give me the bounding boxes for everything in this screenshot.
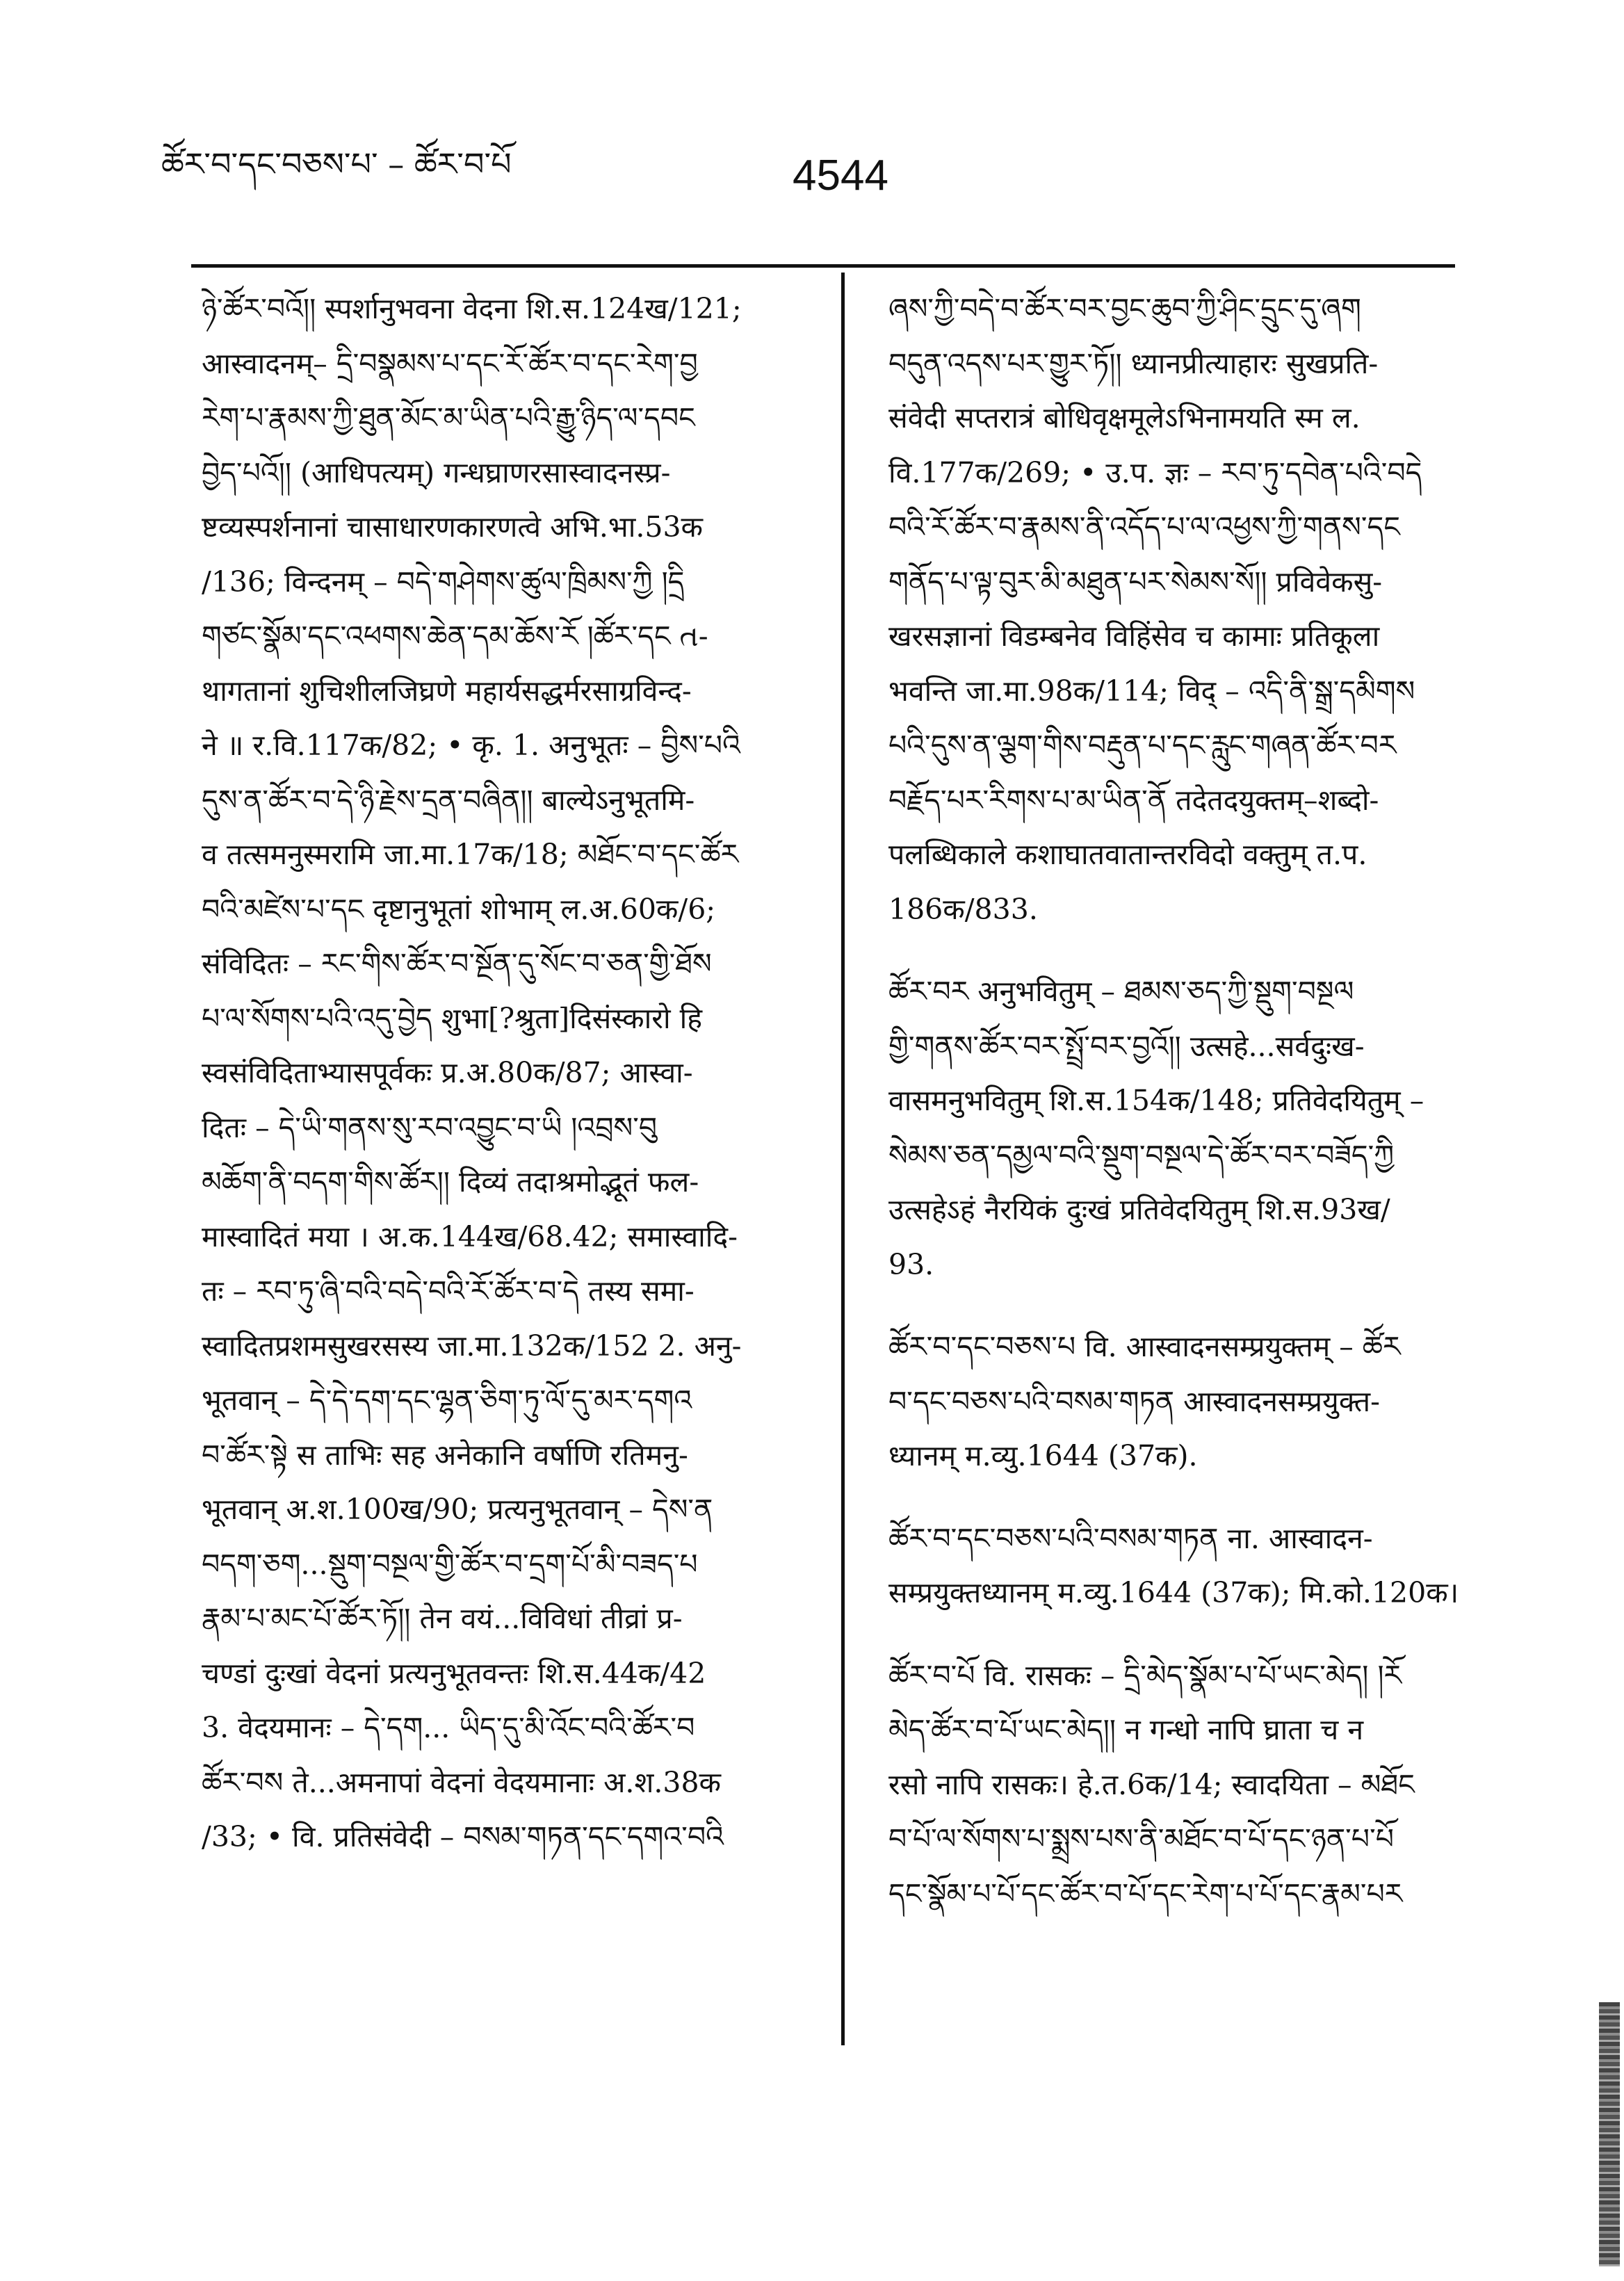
text-line: 186क/833. xyxy=(888,892,1038,926)
running-header: ཚོར་བ་དང་བཅས་པ་ – ཚོར་བ་པོ xyxy=(161,145,512,183)
text-line: བྱེད་པའོ།། (आधिपत्यम्) गन्धघ्राणरसास्वादनस्प्र- xyxy=(202,455,671,489)
entry-tsor-bar xyxy=(888,964,1472,1292)
text-line: व तत्समनुस्मरामि जा.मा.17क/18; མཐོང་བ་དང་ཚོར xyxy=(202,838,739,871)
column-divider xyxy=(841,273,845,2045)
text-line: स्वसंविदिताभ्यासपूर्वकः प्र.अ.80क/87; आस्वा- xyxy=(202,1056,693,1089)
text-line: आस्वादनम्– དྲི་བསྣམས་པ་དང་རོ་ཚོར་བ་དང་རེག་བྱ xyxy=(202,346,698,380)
text-line: उत्सहेऽहं नैरयिकं दुःखं प्रतिवेदयितुम् शि.स.93ख/ xyxy=(888,1193,1390,1226)
text-line: दितः – དེ་ཡི་གནས་སུ་རབ་འབྱུང་བ་ཡི །འབྲས་བུ xyxy=(202,1110,658,1144)
entry-tsor-ba-dang-bcas-pa xyxy=(888,1320,1472,1484)
text-line: ष्टव्यस्पर्शनानां चासाधारणकारणत्वे अभि.भा.53क xyxy=(202,510,704,544)
text-line: བརྗོད་པར་རིགས་པ་མ་ཡིན་ནོ तदेतदयुक्तम्–शब्दो- xyxy=(888,783,1379,817)
text-line: ཞས་ཀྱི་བདེ་བ་ཚོར་བར་བྱང་ཆུབ་ཀྱི་ཤིང་དྲུང་དུ་ཞག xyxy=(888,292,1361,325)
text-line: རེག་པ་རྣམས་ཀྱི་ཐུན་མོང་མ་ཡིན་པའི་རྒྱུ་ཉིད་ལ་དབང xyxy=(202,401,695,435)
header-rule xyxy=(191,264,1455,268)
text-line: གྱི་གནས་ཚོར་བར་སྤྲོ་བར་བྱའོ།། उत्सहे...सर्वदुःख- xyxy=(888,1029,1365,1063)
scan-edge-artifact xyxy=(1599,2002,1620,2266)
page-number: 4544 xyxy=(793,152,888,200)
entry-gap xyxy=(888,936,1472,964)
text-line: वि.177क/269; • उ.प. ज्ञः – རབ་ཏུ་དབེན་པའི་བདེ xyxy=(888,455,1422,489)
entry-gap xyxy=(888,1621,1472,1648)
text-line: खरसज्ञानां विडम्बनेव विहिंसेव च कामाः प्रतिकूला xyxy=(888,619,1380,653)
text-line: /33; • वि. प्रतिसंवेदी – བསམ་གཏན་དང་དགའ་བའི xyxy=(202,1820,724,1853)
text-line: संवेदी सप्तरात्रं बोधिवृक्षमूलेऽभिनामयति स्म ल. xyxy=(888,401,1361,435)
text-line: रसो नापि रासकः। हे.त.6क/14; स्वादयिता – མཐོང xyxy=(888,1767,1415,1801)
text-line: དུས་ན་ཚོར་བ་དེ་ཉི་རྗེས་དྲན་བཞིན།། बाल्येऽनुभूतमि- xyxy=(202,783,695,817)
text-line: थागतानां शुचिशीलजिघ्रणे महार्यसद्धर्मरसाग्रविन्द- xyxy=(202,674,692,708)
text-line: བདུན་འདས་པར་གྱུར་ཏོ།། ध्यानप्रीत्याहारः सुखप्रति- xyxy=(888,346,1379,380)
text-line: /136; विन्दनम् – བདེ་གཤེགས་ཚུལ་ཁྲིམས་ཀྱི །དྲི xyxy=(202,565,685,599)
text-line: ཉེ་ཚོར་བའོ།། स्पर्शानुभवना वेदना शि.स.124ख/121; xyxy=(202,292,742,325)
text-line: ཚོར་བ་དང་བཅས་པ वि. आस्वादनसम्प्रयुक्तम् – ཚོར xyxy=(888,1330,1401,1363)
text-line: བ་དང་བཅས་པའི་བསམ་གཏན आस्वादनसम्प्रयुक्त- xyxy=(888,1384,1381,1418)
text-line: मास्वादितं मया । अ.क.144ख/68.42; समास्वादि- xyxy=(202,1219,738,1253)
text-line: དང་སྣོམ་པ་པོ་དང་ཚོར་བ་པོ་དང་རེག་པ་པོ་དང་རྣམ་པར xyxy=(888,1876,1403,1910)
entry-gap xyxy=(888,1484,1472,1511)
text-line: ध्यानम् म.व्यु.1644 (37क). xyxy=(888,1439,1198,1472)
text-line: ཚོར་བ་དང་བཅས་པའི་བསམ་གཏན ना. आस्वादन- xyxy=(888,1521,1373,1555)
text-line: མེད་ཚོར་བ་པོ་ཡང་མེད།། न गन्धो नापि घ्राता च न xyxy=(888,1713,1364,1746)
text-line: བདག་ཅག...སྡུག་བསྔལ་གྱི་ཚོར་བ་དྲག་པོ་མི་བཟད་པ xyxy=(202,1547,698,1581)
entry-tsor-ba-po xyxy=(888,1648,1472,1922)
text-line: བ་པོ་ལ་སོགས་པ་སྨྲས་པས་ནི་མཐོང་བ་པོ་དང་ཉན་པ་པོ xyxy=(888,1822,1394,1856)
text-line: 93. xyxy=(888,1247,934,1281)
text-line: भवन्ति जा.मा.98क/114; विद् – འདི་ནི་སྒྲ་དམིགས xyxy=(888,674,1415,708)
text-line: བ་ཚོར་སྟེ स ताभिः सह अनेकानि वर्षाणि रतिमनु- xyxy=(202,1438,688,1472)
text-line: सम्प्रयुक्तध्यानम् म.व्यु.1644 (37क); मि.को.120क। xyxy=(888,1576,1459,1609)
text-line: མཆོག་ནི་བདག་གིས་ཚོར།། दिव्यं तदाश्रमोद्भूतं फल- xyxy=(202,1165,699,1199)
text-line: པའི་དུས་ན་ལྕག་གིས་བརྡུན་པ་དང་རླུང་གཞན་ཚོར་བར xyxy=(888,729,1397,762)
text-line: स्वादितप्रशमसुखरसस्य जा.मा.132क/152 2. अनु- xyxy=(202,1329,742,1363)
text-line: བའི་རོ་ཚོར་བ་རྣམས་ནི་འདོད་པ་ལ་འཕྱས་ཀྱི་གནས་དང xyxy=(888,510,1400,544)
text-line: चण्डां दुःखां वेदनां प्रत्यनुभूतवन्तः शि.स.44क/42 xyxy=(202,1656,706,1690)
text-line: ཚོར་བ་པོ वि. रासकः – དྲི་མེད་སྣོམ་པ་པོ་ཡང་མེད། །རོ xyxy=(888,1658,1402,1692)
entry-bsam-gtan xyxy=(888,1511,1472,1621)
text-line: 3. वेदयमानः – དེ་དག... ཡིད་དུ་མི་འོང་བའི་ཚོར་བ xyxy=(202,1711,695,1744)
text-line: པ་ལ་སོགས་པའི་འདུ་བྱེད शुभा[?श्रुता]दिसंस्कारो हि xyxy=(202,1001,703,1035)
text-line: भूतवान् – དེ་དེ་དག་དང་ལྷན་ཅིག་ཏུ་ལོ་དུ་མར་དགའ xyxy=(202,1383,692,1417)
entry-gap xyxy=(888,1292,1472,1320)
left-column xyxy=(202,282,813,1865)
text-line: पलब्धिकाले कशाघातवातान्तरविदो वक्तुम् त.प. xyxy=(888,838,1367,871)
text-line: भूतवान् अ.श.100ख/90; प्रत्यनुभूतवान् – དེས་ན xyxy=(202,1493,713,1526)
text-line: སེམས་ཅན་དམྱལ་བའི་སྡུག་བསྔལ་དེ་ཚོར་བར་བཟོད་ཀྱི xyxy=(888,1138,1395,1172)
text-line: ने ॥ र.वि.117क/82; • कृ. 1. अनुभूतः – བྱིས་པའི xyxy=(202,729,740,762)
text-line: तः – རབ་ཏུ་ཞི་བའི་བདེ་བའི་རོ་ཚོར་བ་དེ तस्य समा- xyxy=(202,1274,695,1308)
text-line: གནོད་པ་ལྟ་བུར་མི་མཐུན་པར་སེམས་སོ།། प्रविवेकसु- xyxy=(888,565,1383,599)
text-line: संविदितः – རང་གིས་ཚོར་བ་སྔོན་དུ་སོང་བ་ཅན་གྱི་ཐོས xyxy=(202,947,712,980)
right-column xyxy=(888,282,1472,1921)
text-line: ཚོར་བར अनुभवितुम् – ཐམས་ཅད་ཀྱི་སྡུག་བསྔལ xyxy=(888,975,1354,1008)
text-line: གཙང་སྣོམ་དང་འཕགས་ཆེན་དམ་ཆོས་རོ །ཚོར་དང ત- xyxy=(202,619,708,653)
text-line: वासमनुभवितुम् शि.स.154क/148; प्रतिवेदयितुम् – xyxy=(888,1084,1424,1117)
text-line: ཚོར་བས ते...अमनापां वेदनां वेदयमानाः अ.श.38क xyxy=(202,1765,722,1799)
text-line: རྣམ་པ་མང་པོ་ཚོར་ཏོ།། तेन वयं...विविधां तीव्रां प्र- xyxy=(202,1602,683,1635)
text-line: བའི་མཛེས་པ་དང दृष्टानुभूतां शोभाम् ल.अ.60क/6; xyxy=(202,892,716,926)
entry-continuation xyxy=(888,282,1472,936)
